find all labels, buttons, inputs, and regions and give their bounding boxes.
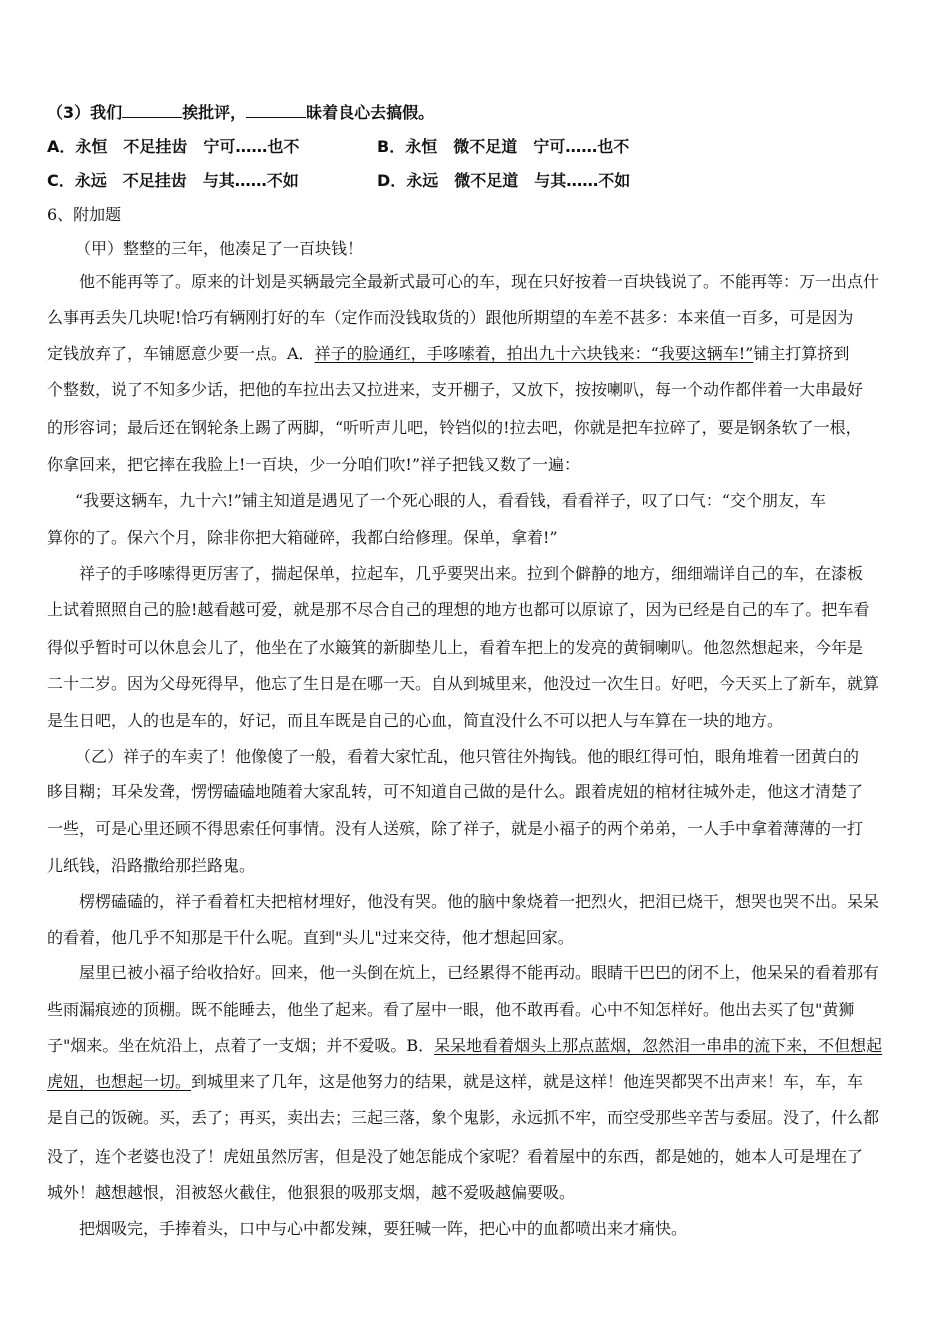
- option-text: 永远 微不足道 与其……不如: [406, 171, 631, 190]
- passage-text: 定钱放弃了，车铺愿意少要一点。A．: [47, 344, 315, 363]
- passage-line: 么事再丢失几块呢!恰巧有辆刚打好的车（定作而没钱取货的）跟他所期望的车差不甚多：本来值一百多，可是因为: [47, 308, 854, 327]
- passage-line: 上试着照照自己的脸!越看越可爱，就是那不尽合自己的理想的地方也都可以原谅了，因为已经是自己的车了。把车看: [47, 600, 870, 619]
- question-text-part3: 昧着良心去搞假。: [306, 103, 435, 122]
- passage-line: 得似乎暂时可以休息会儿了，他坐在了水簸箕的新脚垫儿上，看着车把上的发亮的黄铜喇叭。他忽然想起来，今年是: [47, 638, 864, 657]
- option-letter: C．: [47, 171, 75, 190]
- underlined-sentence-b-cont: 虎妞，也想起一切。: [47, 1072, 192, 1091]
- underlined-sentence-b: 呆呆地看着烟头上那点蓝烟，忽然泪一串串的流下来，不但想起: [434, 1036, 883, 1055]
- passage-line: 祥子的手哆嗦得更厉害了，揣起保单，拉起车，几乎要哭出来。拉到个僻静的地方，细细端详自己的车，在漆板: [79, 564, 864, 583]
- passage-line: “我要这辆车，九十六!”铺主知道是遇见了一个死心眼的人，看看钱，看看祥子，叹了口气：“交个朋友，车: [75, 491, 826, 510]
- question-text-part2: 挨批评，: [182, 103, 247, 122]
- passage-line: 一些，可是心里还顾不得思索任何事情。没有人送殡，除了祥子，就是小福子的两个弟弟，一人手中拿着薄薄的一打: [47, 819, 864, 838]
- answer-blank-2[interactable]: [246, 101, 306, 118]
- question-number: （3）: [47, 103, 91, 122]
- passage-text: 子"烟来。坐在炕沿上，点着了一支烟；并不爱吸。B．: [47, 1036, 435, 1055]
- passage-line: （甲）整整的三年，他凑足了一百块钱！: [75, 239, 364, 258]
- option-d[interactable]: [377, 170, 630, 192]
- option-text: 永远 不足挂齿 与其……不如: [74, 171, 299, 190]
- section-title: 6、附加题: [47, 205, 122, 224]
- answer-blank-1[interactable]: [122, 101, 182, 118]
- option-letter: B．: [377, 137, 406, 156]
- question-text-part1: 我们: [90, 103, 123, 122]
- question-3: [47, 101, 434, 124]
- passage-line: 些雨漏痕迹的顶棚。既不能睡去，他坐了起来。看了屋中一眼，他不敢再看。心中不知怎样好。他出去买了包"黄狮: [47, 1000, 855, 1019]
- passage-line: [47, 1071, 863, 1093]
- passage-text: 铺主打算挤到: [753, 344, 850, 363]
- option-b[interactable]: [377, 136, 629, 158]
- underlined-sentence-a: 祥子的脸通红，手哆嗦着，拍出九十六块钱来：“我要这辆车!”: [314, 344, 754, 363]
- passage-line: 的形容词；最后还在钢轮条上踢了两脚，“听听声儿吧，铃铛似的!拉去吧，你就是把车拉碎了，要是钢条软了一根，: [47, 418, 862, 437]
- option-text: 永恒 微不足道 宁可……也不: [405, 137, 630, 156]
- passage-line: [47, 1035, 882, 1057]
- passage-line: 的看着，他几乎不知那是干什么呢。直到"头儿"过来交待，他才想起回家。: [47, 928, 574, 947]
- passage-line: 城外！越想越恨，泪被怒火截住，他狠狠的吸那支烟，越不爱吸越偏要吸。: [47, 1183, 576, 1202]
- passage-line: 你拿回来，把它摔在我脸上!一百块，少一分咱们吹!”祥子把钱又数了一遍：: [47, 455, 581, 474]
- passage-line: 算你的了。保六个月，除非你把大箱碰碎，我都白给修理。保单，拿着!”: [47, 528, 558, 547]
- option-a[interactable]: [47, 136, 299, 158]
- passage-line: 没了，连个老婆也没了！虎妞虽然厉害，但是没了她怎能成个家呢？看着屋中的东西，都是她的，她本人可是埋在了: [47, 1147, 864, 1166]
- option-letter: A．: [47, 137, 76, 156]
- passage-line: 二十二岁。因为父母死得早，他忘了生日是在哪一天。自从到城里来，他没过一次生日。好吧，今天买上了新车，就算: [47, 674, 880, 693]
- passage-line: （乙）祥子的车卖了！他像傻了一般，看着大家忙乱，他只管往外掏钱。他的眼红得可怕，眼角堆着一团黄白的: [75, 747, 860, 766]
- passage-line: 楞楞磕磕的，祥子看着杠夫把棺材埋好，他没有哭。他的脑中象烧着一把烈火，把泪已烧干，想哭也哭不出。呆呆: [79, 892, 880, 911]
- option-c[interactable]: [47, 170, 299, 192]
- passage-line: 儿纸钱，沿路撒给那拦路鬼。: [47, 856, 256, 875]
- passage-line: 眵目糊；耳朵发聋，愣愣磕磕地随着大家乱转，可不知道自己做的是什么。跟着虎妞的棺材往城外走，他这才清楚了: [47, 782, 864, 801]
- passage-line: 是生日吧，人的也是车的，好记，而且车既是自己的心血，简直没什么不可以把人与车算在一块的地方。: [47, 711, 784, 730]
- passage-line: 把烟吸完，手捧着头，口中与心中都发辣，要狂喊一阵，把心中的血都喷出来才痛快。: [79, 1219, 688, 1238]
- passage-text: 到城里来了几年，这是他努力的结果，就是这样，就是这样！他连哭都哭不出声来！车，车，车: [191, 1072, 864, 1091]
- option-text: 永恒 不足挂齿 宁可……也不: [75, 137, 300, 156]
- passage-line: 是自己的饭碗。买，丢了；再买，卖出去；三起三落，象个鬼影，永远抓不牢，而空受那些辛苦与委屈。没了，什么都: [47, 1108, 880, 1127]
- passage-line: [47, 343, 849, 365]
- passage-line: 屋里已被小福子给收拾好。回来，他一头倒在炕上，已经累得不能再动。眼睛干巴巴的闭不上，他呆呆的看着那有: [79, 963, 880, 982]
- passage-line: 个整数，说了不知多少话，把他的车拉出去又拉进来，支开棚子，又放下，按按喇叭，每一个动作都伴着一大串最好: [47, 380, 864, 399]
- option-letter: D．: [377, 171, 407, 190]
- passage-line: 他不能再等了。原来的计划是买辆最完全最新式最可心的车，现在只好按着一百块钱说了。不能再等：万一出点什: [79, 272, 880, 291]
